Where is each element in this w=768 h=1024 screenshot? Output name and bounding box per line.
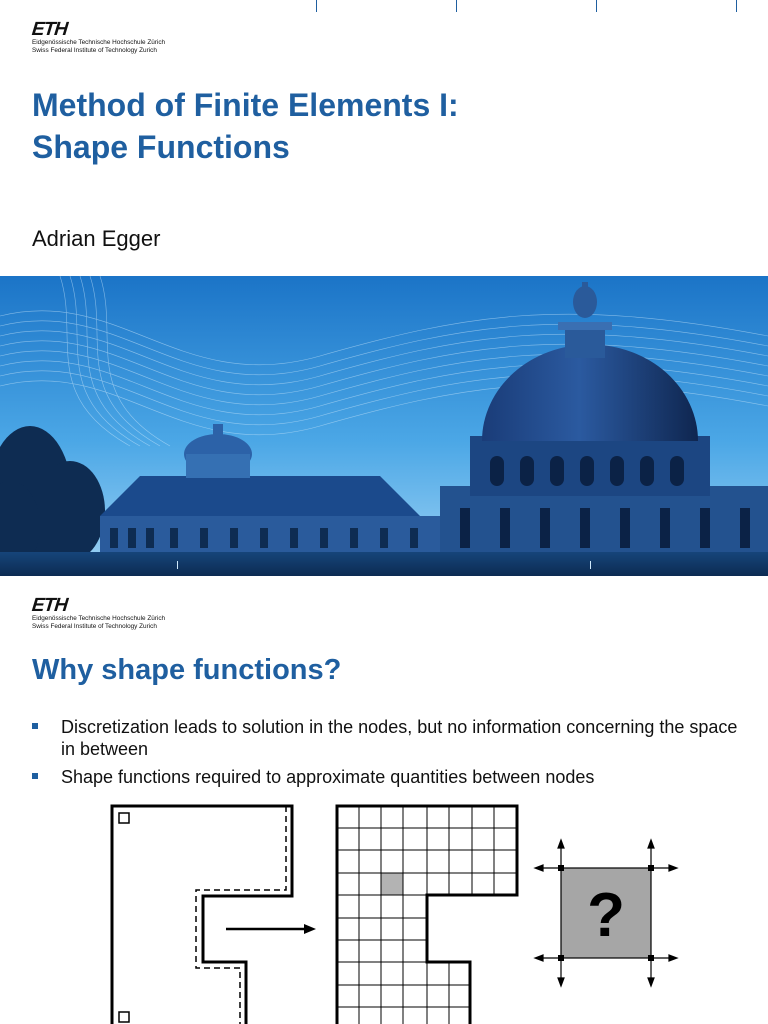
continuous-domain-shape — [112, 806, 292, 1024]
eth-logo — [32, 20, 165, 55]
square-bullet-icon — [32, 773, 38, 779]
bullet-list — [32, 716, 742, 794]
author-name: Adrian Egger — [32, 226, 161, 251]
campus-banner-image — [0, 276, 768, 576]
meshed-domain-grid — [337, 806, 517, 1024]
list-item — [32, 766, 742, 788]
eth-logo — [32, 596, 165, 631]
unknown-question-mark: ? — [587, 881, 625, 950]
header-divider — [456, 0, 457, 12]
logo-wordmark: ETH — [30, 19, 69, 40]
header-divider — [736, 0, 737, 12]
logo-line-german: Eidgenössische Technische Hochschule Zürich — [32, 615, 166, 622]
content-slide — [0, 576, 768, 1024]
bullet-text: Discretization leads to solution in the nodes, but no information concerning the space in between — [61, 717, 738, 759]
logo-line-english: Swiss Federal Institute of Technology Zurich — [32, 623, 157, 630]
header-divider — [316, 0, 317, 12]
logo-line-german: Eidgenössische Technische Hochschule Zürich — [32, 39, 166, 46]
title-line-1: Method of Finite Elements I: — [32, 87, 459, 123]
discretization-figure — [0, 794, 768, 1024]
slide-heading: Why shape functions? — [32, 654, 342, 686]
discretization-diagram — [0, 794, 768, 1024]
title-line-2: Shape Functions — [32, 129, 290, 165]
square-bullet-icon — [32, 723, 38, 729]
logo-line-english: Swiss Federal Institute of Technology Zurich — [32, 47, 157, 54]
slide-title — [32, 84, 732, 168]
eth-building-illustration — [0, 276, 768, 576]
list-item — [32, 716, 742, 760]
highlighted-element — [381, 873, 403, 895]
bullet-text: Shape functions required to approximate quantities between nodes — [61, 767, 595, 787]
arrow-right-icon — [226, 924, 316, 934]
finite-element-square — [535, 840, 677, 986]
logo-wordmark: ETH — [30, 595, 69, 616]
header-divider — [596, 0, 597, 12]
